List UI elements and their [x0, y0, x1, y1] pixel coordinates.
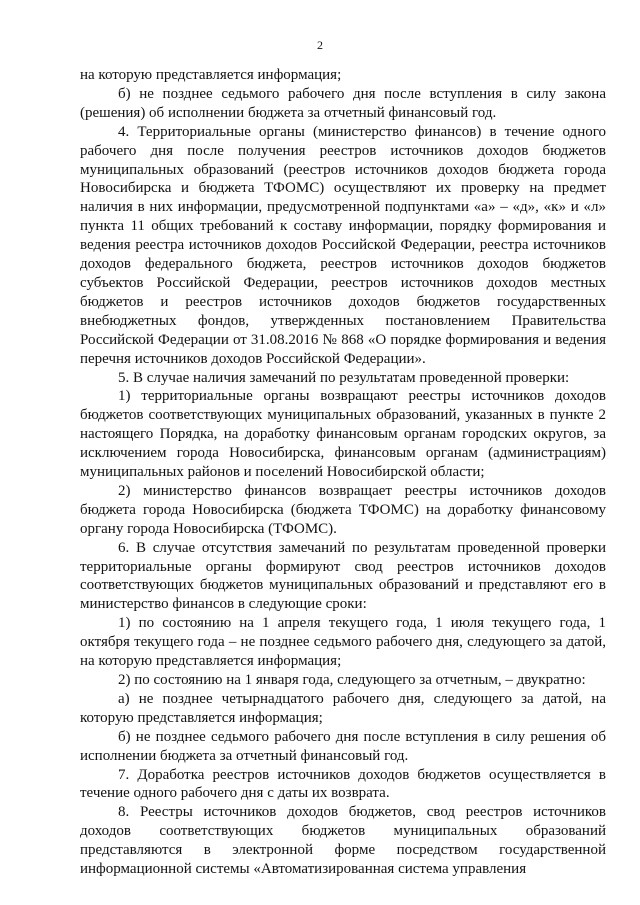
document-body — [80, 66, 606, 879]
paragraph-item-5: 5. В случае наличия замечаний по результатам проведенной проверки: — [118, 369, 570, 386]
paragraph: 2) министерство финансов возвращает реестры источников доходов бюджета города Новосибирска (бюджета ТФОМС) на доработку финансовому органу города Новосибирска (ТФОМС). — [80, 482, 606, 537]
paragraph: а) не позднее четырнадцатого рабочего дня, следующего за датой, на которую представляется информация; — [80, 690, 606, 726]
paragraph-item-8: 8. Реестры источников доходов бюджетов, свод реестров источников доходов соответствующих бюджетов муниципальных образований представляются в электронной форме посредством государственной информационной системы «Автоматизированная система управления — [80, 804, 606, 878]
paragraph: б) не позднее седьмого рабочего дня после вступления в силу закона (решения) об исполнении бюджета за отчетный финансовый год. — [80, 85, 606, 121]
paragraph-item-6: 6. В случае отсутствия замечаний по результатам проведенной проверки территориальные органы формируют свод реестров источников доходов соответствующих бюджетов муниципальных образований и представляют его в министерство финансов в следующие сроки: — [80, 539, 606, 613]
paragraph-continuation: на которую представляется информация; — [80, 67, 342, 83]
paragraph: 1) по состоянию на 1 апреля текущего года, 1 июля текущего года, 1 октября текущего года – не позднее седьмого рабочего дня, следующего за датой, на которую представляется информация; — [80, 615, 606, 670]
paragraph: 1) территориальные органы возвращают реестры источников доходов бюджетов соответствующих муниципальных образований, указанных в пункте 2 настоящего Порядка, на доработку финансовым органам городских округов, за исключением города Новосибирска, финансовым органам (администрациям) муниципальных районов и поселений Новосибирской области; — [80, 388, 606, 481]
paragraph-item-4: 4. Территориальные органы (министерство финансов) в течение одного рабочего дня после получения реестров источников доходов бюджетов муниципальных образований (реестров источников доходов бюджета города Новосибирска и бюджета ТФОМС) осуществляют их проверку на предмет наличия в них информации, предусмотренной подпунктами «а» – «д», «к» и «л» пункта 11 общих требований к составу информации, порядку формирования и ведения реестра источников доходов Российской Федерации, реестра источников доходов федерального бюджета, реестров источников доходов бюджетов субъектов Российской Федерации, реестров источников доходов местных бюджетов и реестров источников доходов бюджетов государственных внебюджетных фондов, утвержденных постановлением Правительства Российской Федерации от 31.08.2016 № 868 «О порядке формирования и ведения перечня источников доходов Российской Федерации». — [80, 123, 606, 367]
paragraph: б) не позднее седьмого рабочего дня после вступления в силу решения об исполнении бюджета за отчетный финансовый год. — [80, 728, 606, 764]
page-number: 2 — [317, 38, 323, 52]
paragraph: 2) по состоянию на 1 января года, следующего за отчетным, – двукратно: — [118, 672, 586, 688]
paragraph-item-7: 7. Доработка реестров источников доходов бюджетов осуществляется в течение одного рабочего дня с даты их возврата. — [80, 766, 606, 802]
